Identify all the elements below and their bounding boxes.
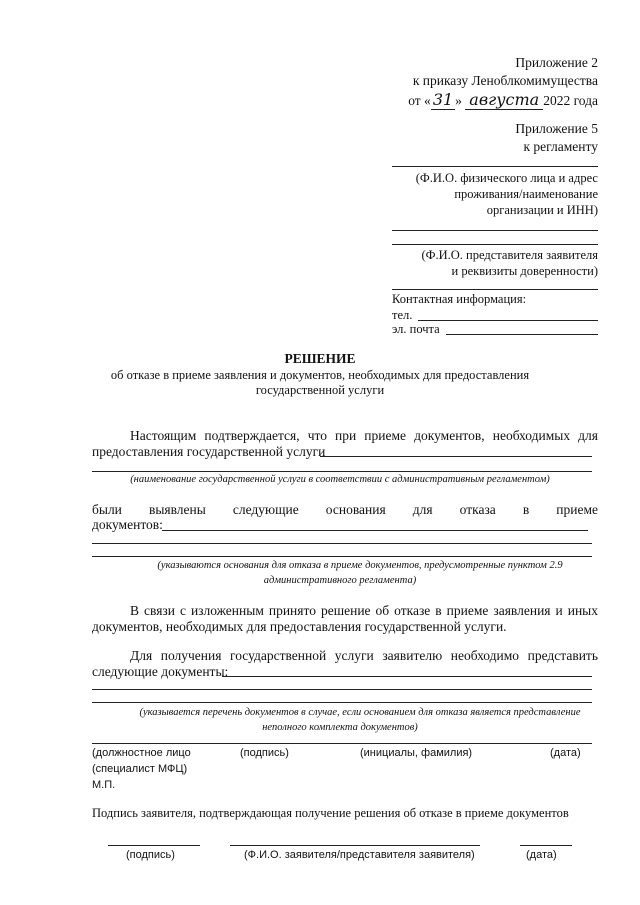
hint-documents-line1: (указывается перечень документов в случае, если основанием для отказа является представление bbox=[139, 707, 581, 718]
para4-line1: Для получения государственной услуги заявителю необходимо представить bbox=[130, 648, 598, 663]
hint-grounds-line2: административного регламента) bbox=[263, 575, 417, 586]
official-signature-line bbox=[92, 743, 592, 744]
official-label-line1: (должностное лицо bbox=[92, 747, 191, 759]
grounds-line-3 bbox=[92, 556, 592, 557]
date-month-handwritten: августа bbox=[465, 90, 543, 110]
email-label: эл. почта bbox=[392, 322, 440, 336]
service-name-line-2 bbox=[92, 471, 592, 472]
official-sign-label: (подпись) bbox=[240, 747, 289, 759]
contact-info-label: Контактная информация: bbox=[392, 292, 527, 306]
appendix-5-label: Приложение 5 bbox=[515, 121, 598, 136]
document-title: РЕШЕНИЕ bbox=[284, 351, 356, 366]
applicant-name-line bbox=[230, 845, 480, 846]
applicant-date-line bbox=[520, 845, 572, 846]
applicant-sign-line bbox=[108, 845, 200, 846]
para3-line2: документов, необходимых для предоставления государственной услуги. bbox=[92, 619, 507, 634]
official-label-line2: (специалист МФЦ) bbox=[92, 763, 188, 775]
documents-line-2 bbox=[92, 689, 592, 690]
representative-label bbox=[421, 247, 598, 279]
para1-line1: Настоящим подтверждается, что при приеме документов, необходимых для bbox=[130, 428, 598, 443]
date-prefix: от « bbox=[408, 93, 431, 108]
documents-line-3 bbox=[92, 702, 592, 703]
representative-line bbox=[392, 244, 598, 245]
applicant-label-line2: проживания/наименование bbox=[454, 187, 598, 201]
applicant-sign-label: (подпись) bbox=[126, 849, 175, 861]
para1-line2: предоставления государственной услуги bbox=[92, 444, 326, 459]
date-day-handwritten: 31 bbox=[432, 90, 454, 109]
applicant-label-line1: (Ф.И.О. физического лица и адрес bbox=[415, 171, 598, 185]
order-date bbox=[408, 90, 598, 109]
official-initials-label: (инициалы, фамилия) bbox=[360, 747, 473, 759]
applicant-date-label: (дата) bbox=[526, 849, 557, 861]
service-name-line bbox=[320, 456, 592, 457]
stamp-label: М.П. bbox=[92, 779, 116, 791]
phone-line bbox=[418, 320, 598, 321]
para2-line2: документов: bbox=[92, 517, 163, 532]
phone-label: тел. bbox=[392, 308, 413, 322]
email-line bbox=[446, 334, 598, 335]
applicant-confirmation-text: Подпись заявителя, подтверждающая получение решения об отказе в приеме документов bbox=[92, 806, 569, 820]
hint-grounds-line1: (указываются основания для отказа в приеме документов, предусмотренные пунктом 2.9 bbox=[157, 560, 563, 571]
applicant-line-2 bbox=[392, 230, 598, 231]
para3-line1: В связи с изложенным принято решение об отказе в приеме заявления и иных bbox=[130, 603, 598, 618]
date-mid: » bbox=[455, 93, 462, 108]
order-reference: к приказу Леноблкомимущества bbox=[412, 73, 598, 88]
regulation-label: к регламенту bbox=[523, 139, 598, 154]
document-subtitle-line1: об отказе в приеме заявления и документов, необходимых для предоставления bbox=[110, 368, 530, 382]
documents-line-1 bbox=[222, 676, 592, 677]
hint-documents-line2: неполного комплекта документов) bbox=[262, 722, 418, 733]
document-subtitle-line2: государственной услуги bbox=[255, 383, 385, 397]
representative-label-line1: (Ф.И.О. представителя заявителя bbox=[421, 248, 598, 262]
grounds-line-2 bbox=[92, 543, 592, 544]
applicant-label-line3: организации и ИНН) bbox=[486, 203, 598, 217]
applicant-name-label: (Ф.И.О. заявителя/представителя заявителя) bbox=[244, 849, 475, 861]
applicant-line bbox=[392, 166, 598, 167]
official-date-label: (дата) bbox=[550, 747, 581, 759]
date-year: 2022 года bbox=[543, 93, 598, 108]
applicant-label bbox=[416, 170, 598, 218]
para2-line1: были выявлены следующие основания для отказа в приеме bbox=[92, 502, 598, 517]
para4-line2: следующие документы: bbox=[92, 664, 229, 679]
representative-label-line2: и реквизиты доверенности) bbox=[451, 264, 598, 278]
representative-line-2 bbox=[392, 289, 598, 290]
hint-service-name: (наименование государственной услуги в соответствии с административным регламентом) bbox=[130, 474, 550, 485]
grounds-line-1 bbox=[162, 530, 588, 531]
appendix-2-label: Приложение 2 bbox=[515, 55, 598, 70]
